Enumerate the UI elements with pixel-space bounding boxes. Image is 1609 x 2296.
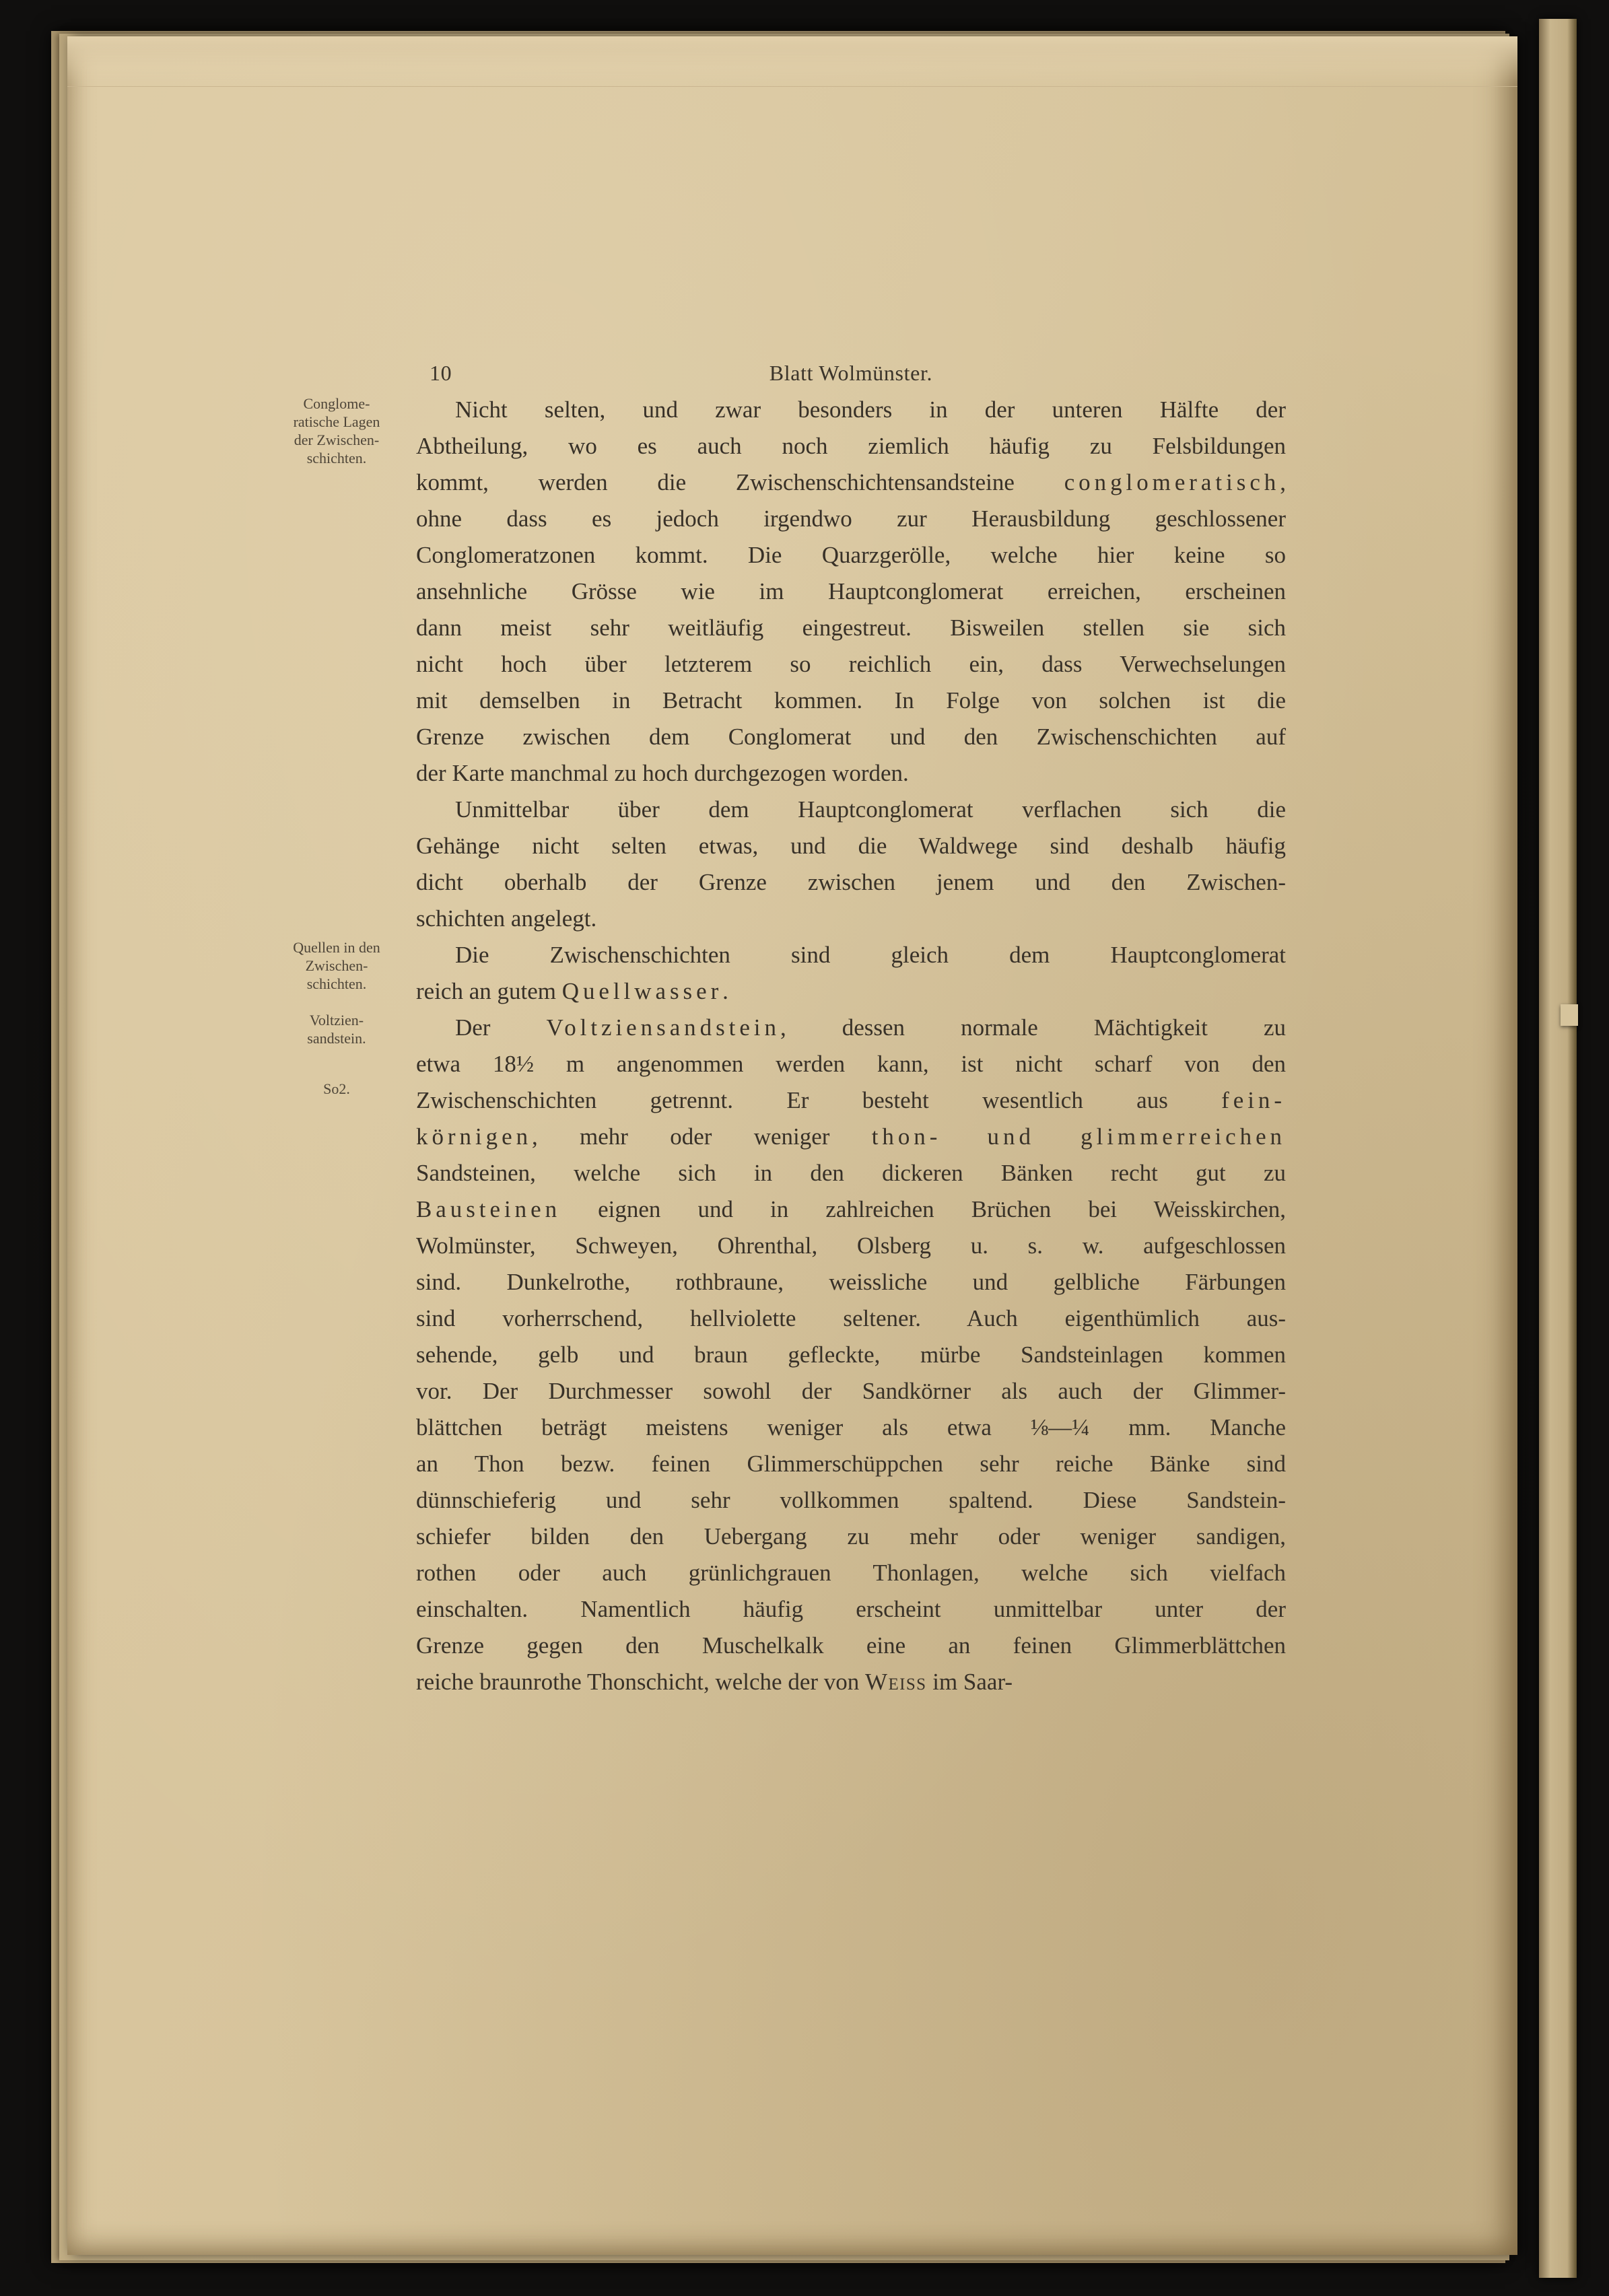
text-segment: . [722, 978, 728, 1004]
text-segment: sind. Dunkelrothe, rothbraune, weissliche und gelbliche Färbungen [416, 1269, 1286, 1295]
text-line [416, 1373, 1286, 1410]
text-line [416, 792, 1286, 828]
text-segment: im Saar- [926, 1669, 1013, 1695]
margin-note-line: Voltzien- [309, 1012, 364, 1029]
text-segment: sind vorherrschend, hellviolette seltener. Auch eigenthümlich aus- [416, 1305, 1286, 1331]
text-segment: eignen und in zahlreichen Brüchen bei Weisskirchen, [561, 1196, 1286, 1222]
text-line [416, 937, 1286, 973]
text-segment: an Thon bezw. feinen Glimmerschüppchen sehr reiche Bänke sind [416, 1451, 1286, 1477]
margin-note-line: schichten. [306, 450, 367, 466]
text-line [416, 1446, 1286, 1482]
text-line [416, 1191, 1286, 1228]
text-segment: rothen oder auch grünlichgrauen Thonlagen, welche sich vielfach [416, 1560, 1286, 1586]
text-segment: reiche braunrothe Thonschicht, welche der von [416, 1669, 866, 1695]
margin-note-conglomeratische-lagen [264, 394, 409, 467]
text-segment: Gehänge nicht selten etwas, und die Waldwege sind deshalb häufig [416, 833, 1286, 859]
margin-note-line: So2. [323, 1080, 350, 1097]
margin-note-formation-symbol [264, 1080, 409, 1098]
text-line [416, 573, 1286, 610]
margin-note-quellen [264, 938, 409, 993]
text-line [416, 901, 1286, 937]
text-line [416, 1046, 1286, 1082]
text-line [416, 428, 1286, 464]
text-segment: Grenze zwischen dem Conglomerat und den Zwischenschichten auf [416, 724, 1286, 750]
letterspaced-term: conglomeratisch [1064, 469, 1280, 495]
text-line [416, 1519, 1286, 1555]
text-line [416, 973, 1286, 1010]
text-line [416, 1228, 1286, 1264]
page-top-edge-shading [67, 36, 1517, 87]
text-segment: Die Zwischenschichten sind gleich dem Hauptconglomerat [455, 942, 1286, 968]
letterspaced-term: Bausteinen [416, 1196, 561, 1222]
text-segment: reich an gutem [416, 978, 562, 1004]
text-segment: , dessen normale Mächtigkeit zu [780, 1014, 1287, 1041]
text-line [416, 1010, 1286, 1046]
text-line [416, 1410, 1286, 1446]
margin-note-line: Conglome- [303, 395, 370, 412]
page-edge-notch [1561, 1004, 1578, 1026]
text-segment: ohne dass es jedoch irgendwo zur Herausbildung geschlossener [416, 506, 1286, 532]
text-segment: Zwischenschichten getrennt. Er besteht wesentlich aus [416, 1087, 1222, 1113]
letterspaced-term: thon- und glimmerreichen [871, 1123, 1286, 1150]
running-title: Blatt Wolmünster. [769, 361, 933, 385]
text-line [416, 464, 1286, 501]
text-segment: kommt, werden die Zwischenschichtensandsteine [416, 469, 1064, 495]
text-line [416, 864, 1286, 901]
text-line [416, 719, 1286, 755]
text-line [416, 1337, 1286, 1373]
text-segment: ansehnliche Grösse wie im Hauptconglomerat erreichen, erscheinen [416, 578, 1286, 604]
text-segment: Wolmünster, Schweyen, Ohrenthal, Olsberg u. s. w. aufgeschlossen [416, 1232, 1286, 1259]
text-line [416, 392, 1286, 428]
text-line [416, 646, 1286, 683]
text-line [416, 610, 1286, 646]
margin-note-line: schichten. [306, 975, 367, 992]
text-segment: einschalten. Namentlich häufig erscheint unmittelbar unter der [416, 1596, 1286, 1622]
text-segment: blättchen beträgt meistens weniger als etwa ⅛—¼ mm. Manche [416, 1414, 1286, 1440]
text-segment: der Karte manchmal zu hoch durchgezogen worden. [416, 760, 909, 786]
text-segment: vor. Der Durchmesser sowohl der Sandkörner als auch der Glimmer- [416, 1378, 1286, 1404]
margin-note-line: Quellen in den [293, 939, 380, 956]
margin-note-line: ratische Lagen [293, 413, 380, 430]
text-line [416, 1119, 1286, 1155]
text-segment: , mehr oder weniger [532, 1123, 872, 1150]
text-line [416, 1664, 1286, 1700]
text-line [416, 1300, 1286, 1337]
text-segment: dann meist sehr weitläufig eingestreut. Bisweilen stellen sie sich [416, 615, 1286, 641]
text-line [416, 1264, 1286, 1300]
margin-note-line: der Zwischen- [294, 431, 380, 448]
text-segment: , [1280, 469, 1286, 495]
text-line [416, 1082, 1286, 1119]
text-line [416, 1555, 1286, 1591]
text-segment: Grenze gegen den Muschelkalk eine an feinen Glimmerblättchen [416, 1632, 1286, 1659]
text-segment: etwa 18½ m angenommen werden kann, ist nicht scharf von den [416, 1051, 1286, 1077]
text-line [416, 1155, 1286, 1191]
text-line [416, 537, 1286, 573]
text-segment: Sandsteinen, welche sich in den dickeren Bänken recht gut zu [416, 1160, 1286, 1186]
text-line [416, 501, 1286, 537]
text-segment: Unmittelbar über dem Hauptconglomerat verflachen sich die [455, 796, 1286, 823]
text-segment: dünnschieferig und sehr vollkommen spaltend. Diese Sandstein- [416, 1487, 1286, 1513]
text-segment: Conglomeratzonen kommt. Die Quarzgerölle, welche hier keine so [416, 542, 1286, 568]
letterspaced-term: körnigen [416, 1123, 533, 1150]
letterspaced-term: Voltziensandstein [546, 1014, 780, 1041]
text-line [416, 1591, 1286, 1628]
text-block [416, 392, 1286, 1700]
margin-note-line: sandstein. [307, 1030, 366, 1047]
text-segment: Der [455, 1014, 547, 1041]
text-segment: schichten angelegt. [416, 905, 597, 932]
text-segment: dicht oberhalb der Grenze zwischen jenem und den Zwischen- [416, 869, 1286, 895]
text-segment: Nicht selten, und zwar besonders in der unteren Hälfte der [455, 396, 1286, 423]
text-line [416, 683, 1286, 719]
page-number: 10 [430, 361, 452, 385]
text-line [416, 1482, 1286, 1519]
book-page [67, 36, 1517, 2255]
smallcaps-name: Weiss [865, 1669, 927, 1695]
letterspaced-term: fein- [1221, 1087, 1286, 1113]
adjacent-page-edge [1539, 19, 1577, 2278]
text-line [416, 755, 1286, 792]
letterspaced-term: Quellwasser [561, 978, 723, 1004]
text-line [416, 828, 1286, 864]
text-segment: Abtheilung, wo es auch noch ziemlich häufig zu Felsbildungen [416, 433, 1286, 459]
text-segment: schiefer bilden den Uebergang zu mehr oder weniger sandigen, [416, 1523, 1286, 1550]
text-segment: sehende, gelb und braun gefleckte, mürbe Sandsteinlagen kommen [416, 1342, 1286, 1368]
text-line [416, 1628, 1286, 1664]
text-segment: nicht hoch über letzterem so reichlich ein, dass Verwechselungen [416, 651, 1286, 677]
margin-note-line: Zwischen- [305, 957, 368, 974]
page-header [416, 361, 1286, 390]
margin-note-voltziensandstein [264, 1011, 409, 1047]
text-segment: mit demselben in Betracht kommen. In Folge von solchen ist die [416, 687, 1286, 714]
